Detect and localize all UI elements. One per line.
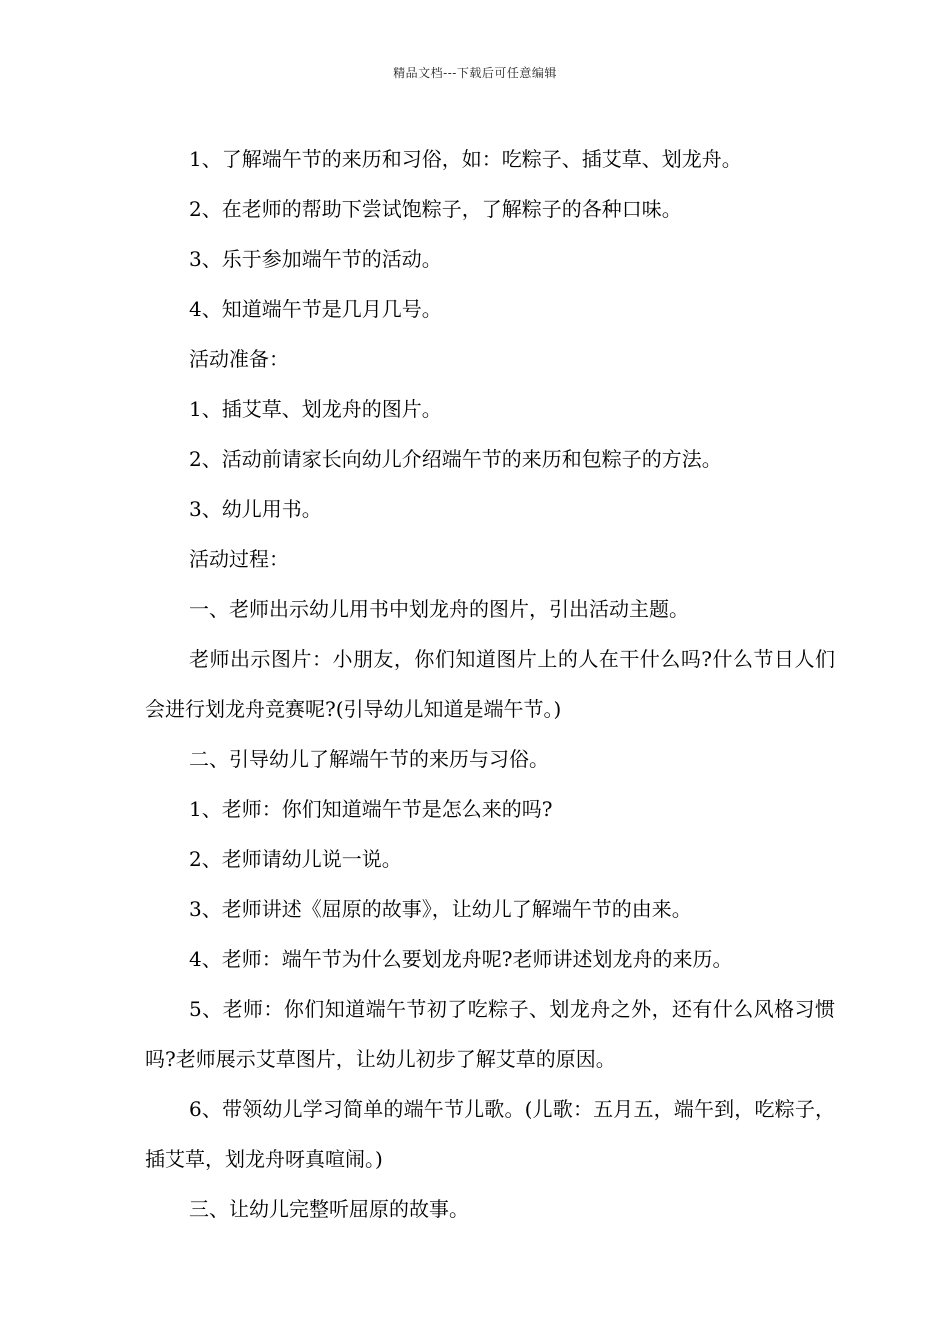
- process-step-2-item-2: 2、老师请幼儿说一说。: [189, 847, 402, 871]
- process-step-3: 三、让幼儿完整听屈原的故事。: [189, 1197, 469, 1221]
- process-step-2-item-4: 4、老师：端午节为什么要划龙舟呢?老师讲述划龙舟的来历。: [189, 947, 733, 971]
- document-body: [145, 134, 835, 1234]
- goal-item-4: 4、知道端午节是几月几号。: [189, 297, 442, 321]
- process-step-2-item-1: 1、老师：你们知道端午节是怎么来的吗?: [189, 797, 553, 821]
- process-step-2-item-6: 6、带领幼儿学习简单的端午节儿歌。(儿歌：五月五，端午到，吃粽子，插艾草，划龙舟呀真喧闹。): [145, 1097, 835, 1171]
- section-heading-process: 活动过程：: [189, 547, 289, 571]
- process-step-2: 二、引导幼儿了解端午节的来历与习俗。: [189, 747, 549, 771]
- section-heading-preparation: 活动准备：: [189, 347, 289, 371]
- preparation-item-1: 1、插艾草、划龙舟的图片。: [189, 397, 442, 421]
- process-step-1-detail: 老师出示图片：小朋友，你们知道图片上的人在干什么吗?什么节日人们会进行划龙舟竞赛呢?(引导幼儿知道是端午节。): [145, 647, 835, 721]
- page-header: 精品文档---下载后可任意编辑: [393, 66, 557, 80]
- process-step-2-item-5: 5、老师：你们知道端午节初了吃粽子、划龙舟之外，还有什么风格习惯吗?老师展示艾草图片，让幼儿初步了解艾草的原因。: [145, 997, 835, 1071]
- process-step-1: 一、老师出示幼儿用书中划龙舟的图片，引出活动主题。: [189, 597, 689, 621]
- goal-item-3: 3、乐于参加端午节的活动。: [189, 247, 442, 271]
- goal-item-1: 1、了解端午节的来历和习俗，如：吃粽子、插艾草、划龙舟。: [189, 147, 742, 171]
- preparation-item-3: 3、幼儿用书。: [189, 497, 322, 521]
- preparation-item-2: 2、活动前请家长向幼儿介绍端午节的来历和包粽子的方法。: [189, 447, 722, 471]
- goal-item-2: 2、在老师的帮助下尝试饱粽子，了解粽子的各种口味。: [189, 197, 682, 221]
- process-step-2-item-3: 3、老师讲述《屈原的故事》，让幼儿了解端午节的由来。: [189, 897, 692, 921]
